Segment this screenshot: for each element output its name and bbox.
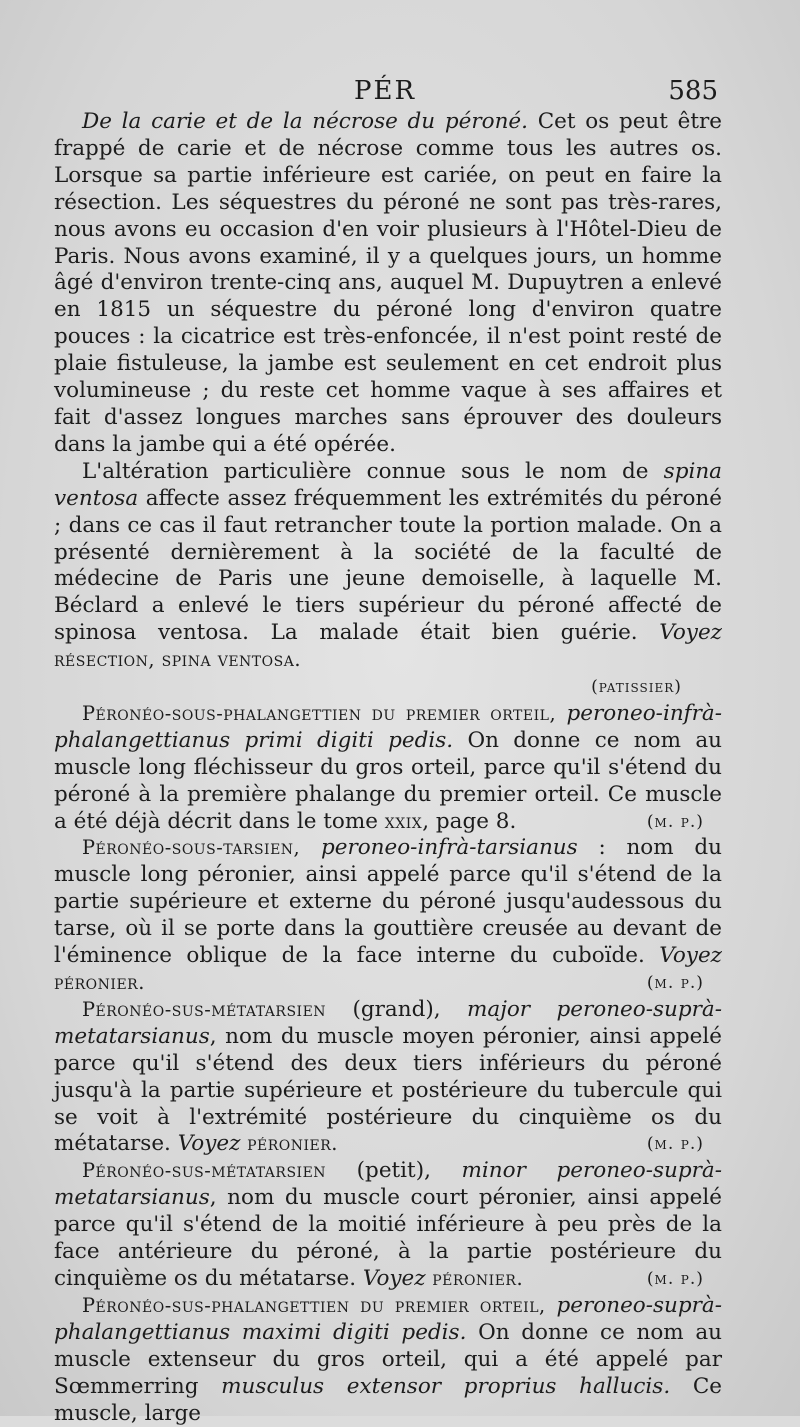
latin-term: peroneo-infrà-tarsianus — [300, 835, 578, 861]
entry-text: , nom du muscle moyen péronier, ainsi appelé parce qu'il s'étend des deux tiers inférieurs du péroné jusqu'à la partie supérieure et postérieure du tubercule qui se voit à l'extrémité postérieure du cinquième os du métatarse. — [54, 1023, 722, 1157]
entry-peroneo-sus-metatarsien-petit — [54, 1158, 722, 1293]
entry-text: , nom du muscle court péronier, ainsi appelé parce qu'il s'étend de la moitié inférieure à peu près de la face antérieure du péroné, à la partie postérieure du cinquième os du métatarse. — [54, 1185, 722, 1291]
entry-term: Péronéo-sus-métatarsien — [82, 1159, 327, 1183]
entry-text: , page 8. — [422, 808, 517, 834]
entry-term: Péronéo-sus-phalangettien du premier orteil, — [82, 1293, 546, 1317]
author-signature: (m. p.) — [646, 973, 704, 993]
entry-peroneo-sous-phalangettien — [54, 701, 722, 836]
tome-number: xxix — [384, 809, 423, 833]
paragraph-spina-ventosa — [54, 459, 722, 674]
body-text — [54, 109, 722, 1427]
latin-term: peroneo-suprà-phalangettianus maximi digiti pedis. — [54, 1292, 723, 1345]
cross-reference: péronier. — [425, 1266, 524, 1290]
entry-peroneo-sus-phalangettien — [54, 1293, 722, 1427]
entry-text: (grand), — [326, 996, 467, 1022]
author-signature: (m. p.) — [646, 811, 704, 832]
cross-reference: péronier. — [54, 971, 145, 994]
author-signature: (patissier) — [591, 677, 682, 698]
entry-text: On donne ce nom au muscle long fléchisseur du gros orteil, parce qu'il s'étend du péroné à la première phalange du premier orteil. Ce muscle a été déjà décrit dans le tome — [54, 727, 722, 834]
entry-peroneo-sus-metatarsien-grand — [54, 997, 722, 1158]
entry-peroneo-sous-tarsien — [54, 835, 722, 996]
entry-text: : nom du muscle long péronier, ainsi appelé parce qu'il s'étend de la partie supérieure et externe du péroné jusqu'audessous du tarse, où il se porte dans la gouttière creusée au devant de l'éminence oblique de la face interne du cuboïde. — [54, 835, 722, 969]
latin-term: spina ventosa — [54, 458, 722, 511]
latin-term: minor peroneo-suprà-metatarsianus — [54, 1158, 722, 1211]
cross-reference: péronier. — [240, 1132, 338, 1156]
running-header — [52, 74, 718, 108]
voyez-label: Voyez — [659, 620, 722, 646]
voyez-label: Voyez — [659, 943, 722, 969]
paragraph-text: L'altération particulière connue sous le nom de — [82, 458, 664, 484]
entry-text: Ce muscle, large — [54, 1373, 722, 1426]
latin-term: major peroneo-suprà-metatarsianus — [54, 996, 722, 1049]
voyez-label: Voyez — [177, 1131, 241, 1157]
entry-term: Péronéo-sous-phalangettien du premier orteil, — [82, 701, 557, 725]
author-signature: (m. p.) — [646, 1268, 704, 1289]
entry-text: On donne ce nom au muscle extenseur du gros orteil, qui a été appelé par Sœmmerring — [54, 1319, 722, 1399]
voyez-label: Voyez — [362, 1265, 426, 1291]
running-title: PÉR — [353, 76, 417, 106]
entry-term: Péronéo-sous-tarsien, — [82, 836, 301, 860]
entry-text: (petit), — [326, 1158, 462, 1184]
cross-reference: résection, spina ventosa. — [54, 648, 301, 672]
section-heading: De la carie et de la nécrose du péroné. — [82, 109, 528, 134]
latin-term: musculus extensor proprius hallucis. — [221, 1373, 671, 1399]
author-signature: (m. p.) — [646, 1134, 704, 1155]
latin-term: peroneo-infrà-phalangettianus primi digiti pedis. — [54, 700, 722, 753]
paragraph-carie — [54, 109, 722, 459]
paragraph-text: affecte assez fréquemment les extrémités du péroné ; dans ce cas il faut retrancher toute la portion malade. On a présenté dernièrement à la société de la faculté de médecine de Paris une jeune demoiselle, à laquelle M. Béclard a enlevé le tiers supérieur du péroné affecté de spinosa ventosa. La malade était bien guérie. — [54, 485, 722, 646]
paragraph-text: Cet os peut être frappé de carie et de nécrose comme tous les autres os. Lorsque sa partie inférieure est cariée, on peut en faire la résection. Les séquestres du péroné ne sont pas très-rares, nous avons eu occasion d'en voir plusieurs à l'Hôtel-Dieu de Paris. Nous avons examiné, il y a quelques jours, un homme âgé d'environ trente-cinq ans, auquel M. Dupuytren a enlevé en 1815 un séquestre du péroné long d'environ quatre pouces : la cicatrice est très-enfoncée, il n'est point resté de plaie fistuleuse, la jambe est seulement en cet endroit plus volumineuse ; du reste cet homme vaque à ses affaires et fait d'assez longues marches sans éprouver des douleurs dans la jambe qui a été opérée. — [54, 109, 722, 457]
entry-term: Péronéo-sus-métatarsien — [82, 997, 327, 1021]
page-number: 585 — [668, 76, 718, 106]
